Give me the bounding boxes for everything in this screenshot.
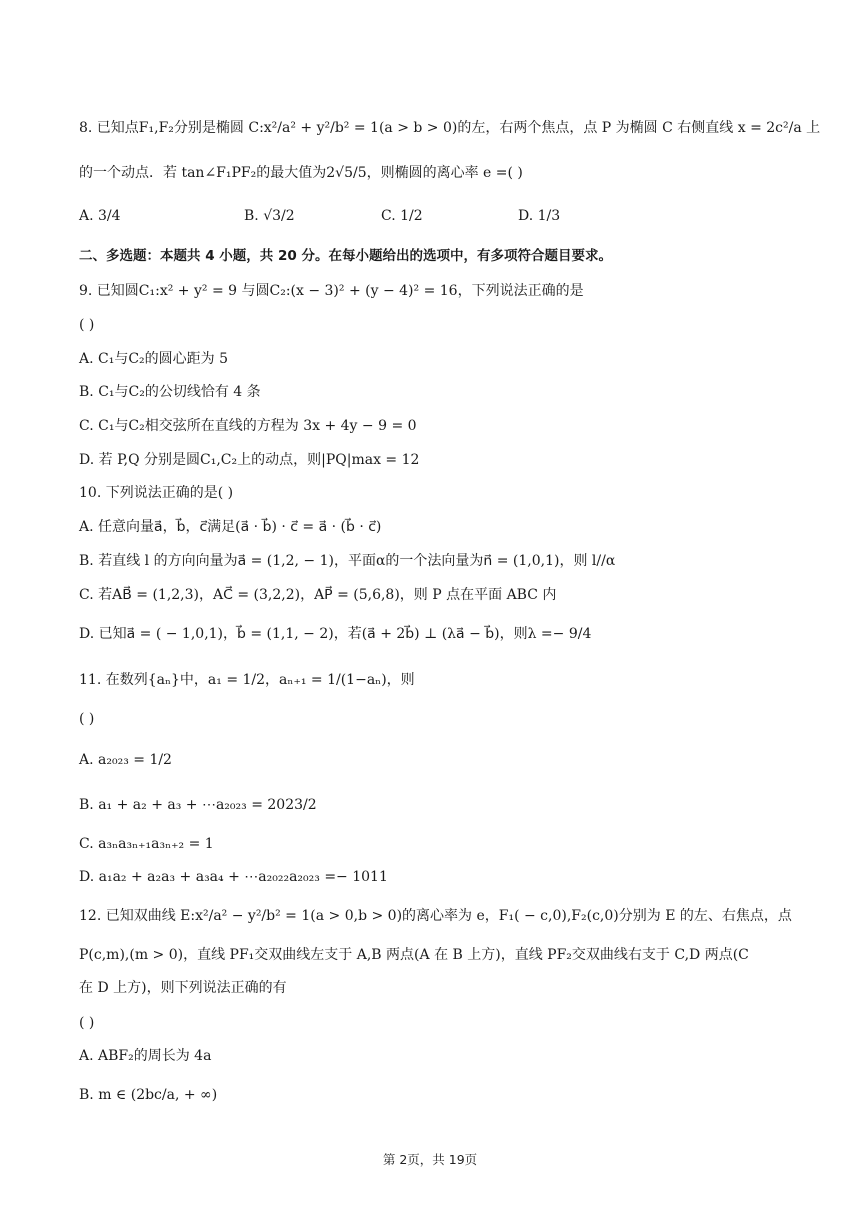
q10-option-c: C. 若AB⃗ = (1,2,3)，AC⃗ = (3,2,2)，AP⃗ = (5,6,8)，则 P 点在平面 ABC 内 [79,587,557,603]
q10-option-a: A. 任意向量a⃗，b⃗，c⃗满足(a⃗ · b⃗) · c⃗ = a⃗ · (b⃗ · c⃗) [79,519,382,535]
q9-option-d: D. 若 P,Q 分别是圆C₁,C₂上的动点，则|PQ|max = 12 [79,452,420,468]
q12-option-b: B. m ∈ (2bc/a, + ∞) [79,1087,218,1103]
q9-option-c: C. C₁与C₂相交弦所在直线的方程为 3x + 4y − 9 = 0 [79,418,417,434]
q11-option-d: D. a₁a₂ + a₂a₃ + a₃a₄ + ⋯a₂₀₂₂a₂₀₂₃ =− 1011 [79,869,388,885]
q9-stem: 9. 已知圆C₁:x² + y² = 9 与圆C₂:(x − 3)² + (y − 4)² = 16，下列说法正确的是 [79,283,584,299]
q8-option-c: C. 1/2 [381,208,423,224]
q11-option-a: A. a₂₀₂₃ = 1/2 [79,752,172,768]
q10-option-b: B. 若直线 l 的方向向量为a⃗ = (1,2, − 1)，平面α的一个法向量为n⃗ = (1,0,1)，则 l//α [79,553,616,569]
q12-option-a: A. ABF₂的周长为 4a [79,1048,212,1064]
page-footer: 第 2页，共 19页 [382,1152,478,1167]
section-heading-multiple-choice: 二、多选题：本题共 4 小题，共 20 分。在每小题给出的选项中，有多项符合题目要求。 [79,248,612,264]
q8-option-d: D. 1/3 [518,208,561,224]
q9-option-b: B. C₁与C₂的公切线恰有 4 条 [79,384,261,400]
q8-option-b: B. √3/2 [244,208,295,224]
q9-option-a: A. C₁与C₂的圆心距为 5 [79,351,229,367]
q11-option-c: C. a₃ₙa₃ₙ₊₁a₃ₙ₊₂ = 1 [79,836,214,852]
q11-option-b: B. a₁ + a₂ + a₃ + ⋯a₂₀₂₃ = 2023/2 [79,797,317,813]
q10-option-d: D. 已知a⃗ = ( − 1,0,1)，b⃗ = (1,1, − 2)，若(a⃗ + 2b⃗) ⊥ (λa⃗ − b⃗)，则λ =− 9/4 [79,626,592,642]
q11-answer-paren: ( ) [79,711,95,727]
q8-stem-line1: 8. 已知点F₁,F₂分别是椭圆 C:x²/a² + y²/b² = 1(a > b > 0)的左，右两个焦点，点 P 为椭圆 C 右侧直线 x = 2c²/a 上 [79,120,821,136]
q12-stem-line2: P(c,m),(m > 0)，直线 PF₁交双曲线左支于 A,B 两点(A 在 B 上方)，直线 PF₂交双曲线右支于 C,D 两点(C [79,947,749,963]
q12-stem-line3: 在 D 上方)，则下列说法正确的有 [79,980,287,996]
q12-stem-line1: 12. 已知双曲线 E:x²/a² − y²/b² = 1(a > 0,b > 0)的离心率为 e，F₁( − c,0),F₂(c,0)分别为 E 的左、右焦点，点 [79,908,792,924]
q11-stem: 11. 在数列{aₙ}中，a₁ = 1/2，aₙ₊₁ = 1/(1−aₙ)，则 [79,672,415,688]
q10-stem: 10. 下列说法正确的是( ) [79,485,234,501]
q8-stem-line2: 的一个动点．若 tan∠F₁PF₂的最大值为2√5/5，则椭圆的离心率 e =( ) [79,165,523,181]
q8-options [79,205,779,227]
q12-answer-paren: ( ) [79,1015,95,1031]
q8-option-a: A. 3/4 [79,208,121,224]
q9-answer-paren: ( ) [79,317,95,333]
